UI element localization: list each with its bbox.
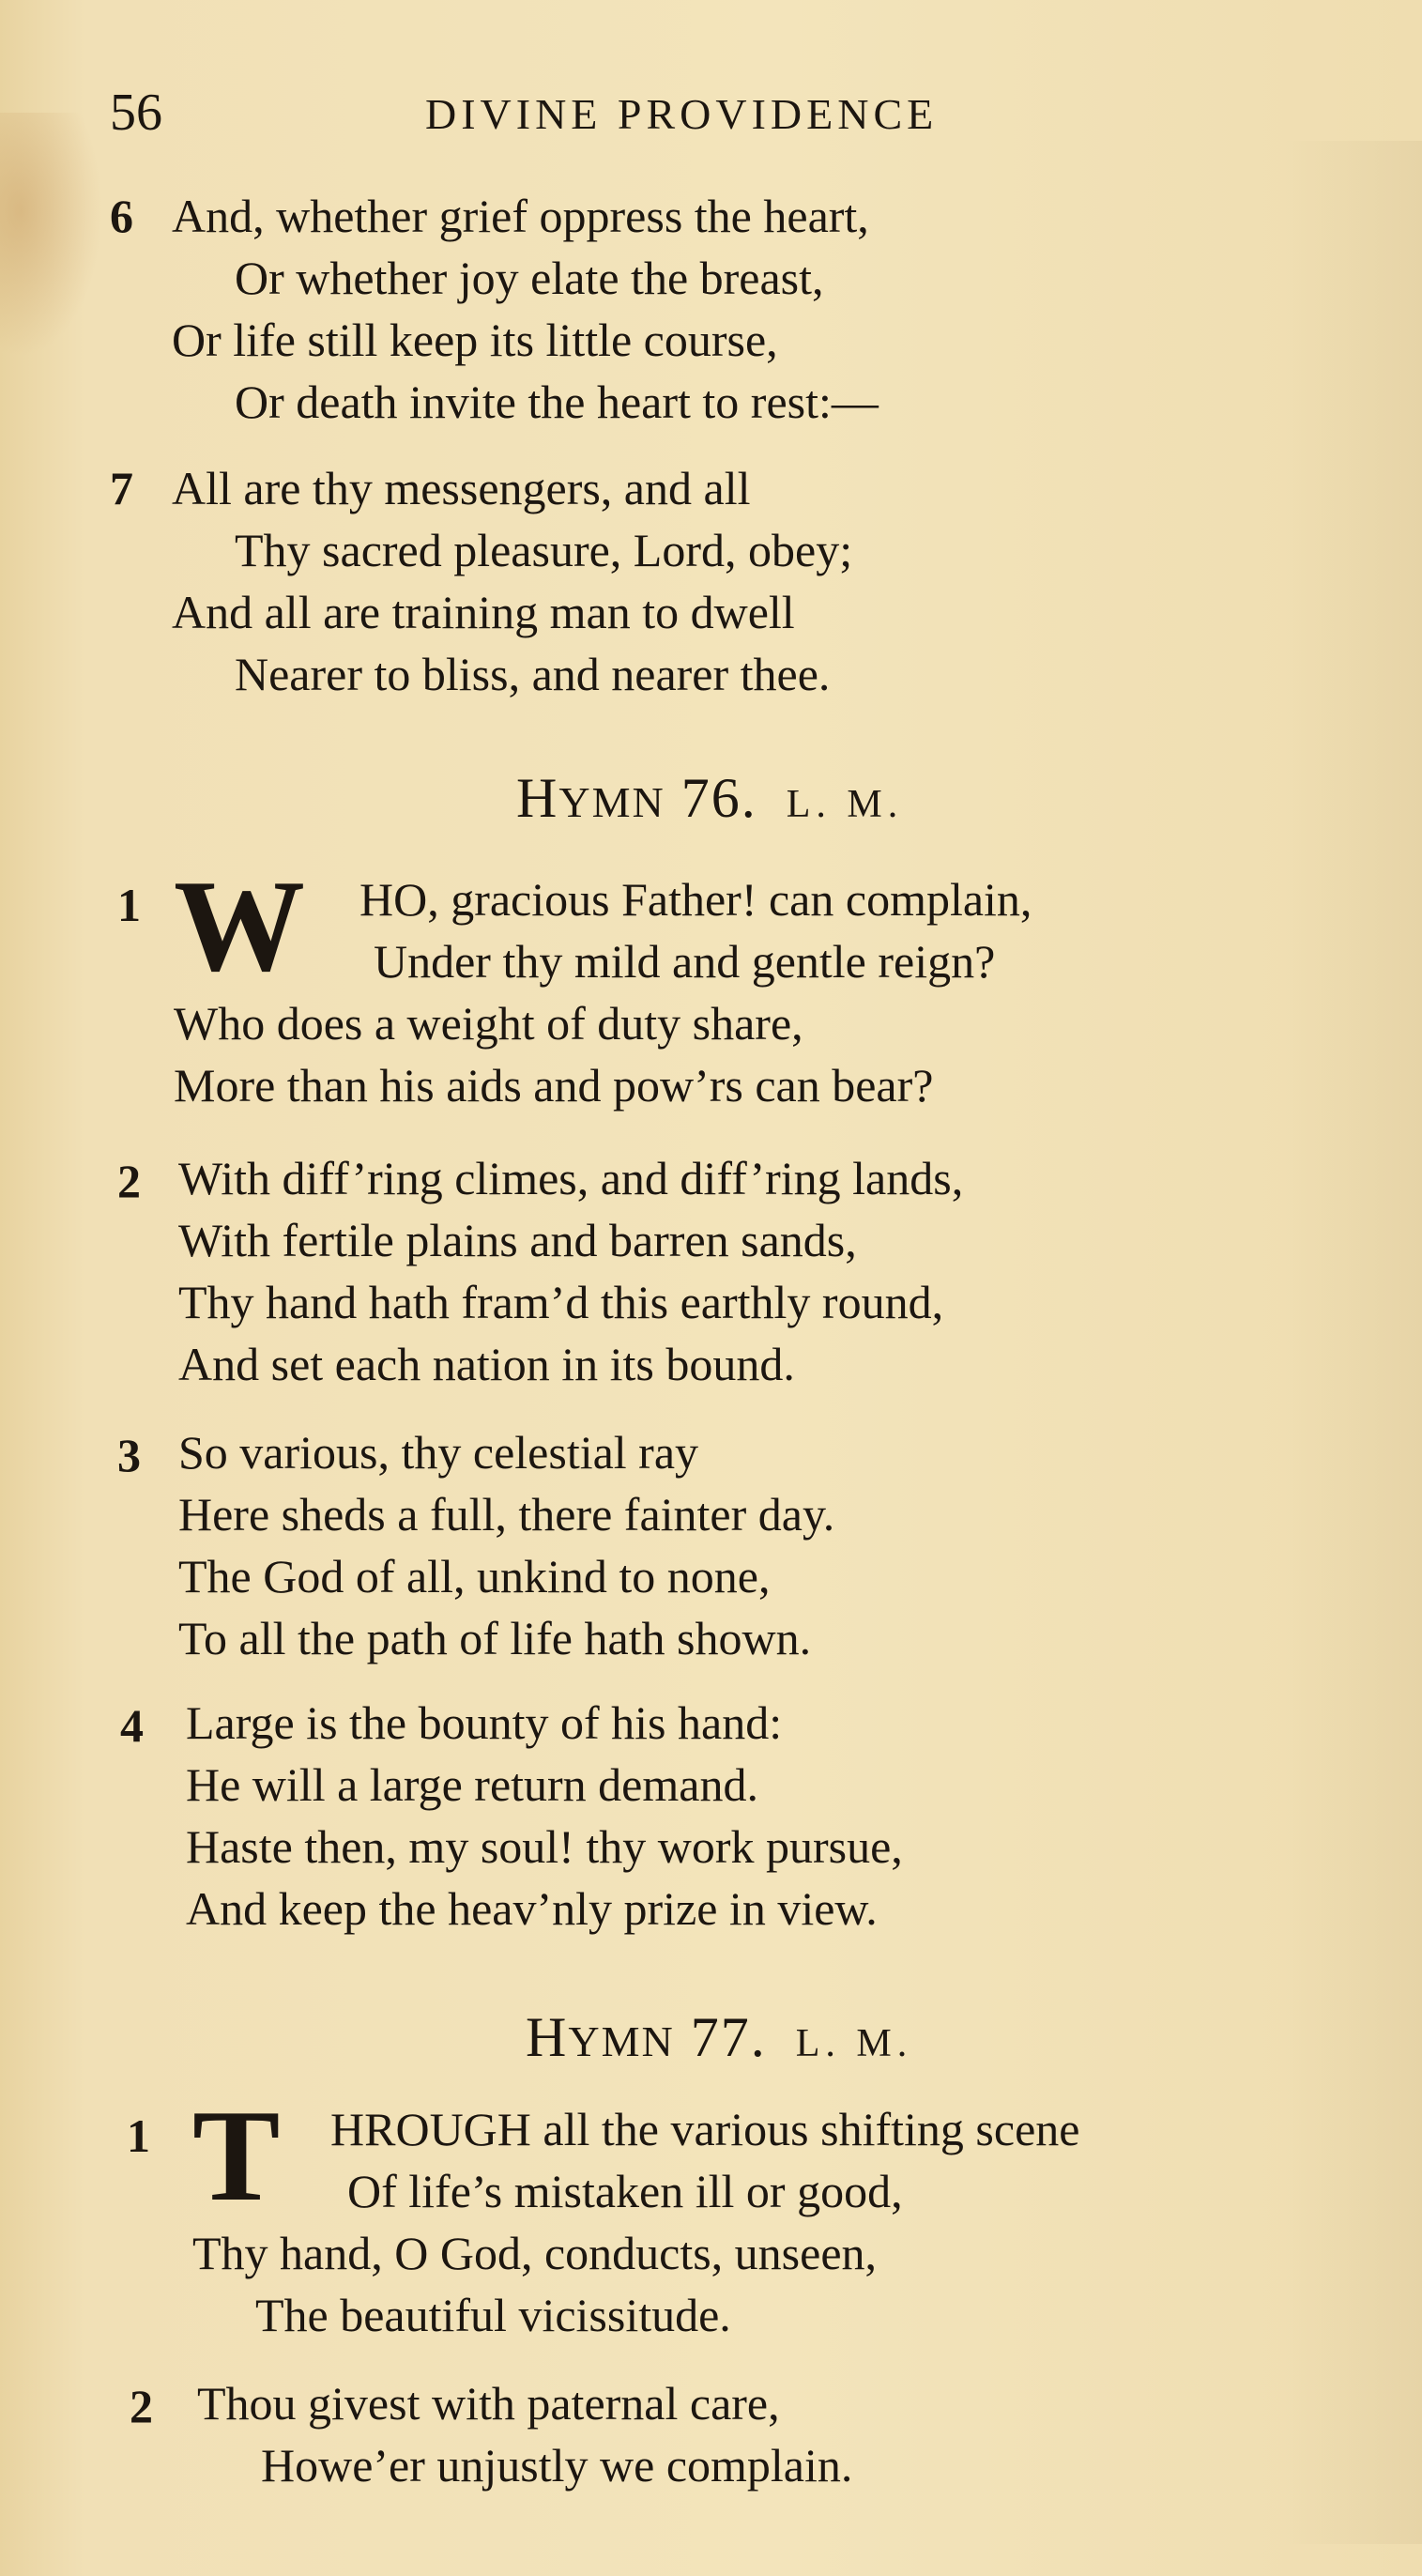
- verse-line: With fertile plains and barren sands,: [178, 1214, 857, 1266]
- verse-line: Haste then, my soul! thy work pursue,: [186, 1820, 903, 1873]
- stanza-number: 4: [120, 1699, 144, 1752]
- hymn-76-title: [516, 765, 903, 837]
- stanza-number: 1: [127, 2109, 150, 2162]
- verse-line: Of life’s mistaken ill or good,: [347, 2165, 903, 2217]
- verse-line: Nearer to bliss, and nearer thee.: [235, 648, 831, 700]
- verse-line: The beautiful vicissitude.: [255, 2289, 731, 2341]
- hymn-meter: L. M.: [795, 2022, 913, 2065]
- verse-line: And keep the heav’nly prize in view.: [186, 1882, 878, 1935]
- verse-line: Or life still keep its little course,: [172, 314, 778, 366]
- verse-line: To all the path of life hath shown.: [178, 1612, 812, 1664]
- hymn-77-title: [526, 2004, 912, 2077]
- verse-line: With diff’ring climes, and diff’ring lands,: [178, 1152, 964, 1204]
- verse-line: And set each nation in its bound.: [178, 1338, 795, 1390]
- drop-cap: T: [192, 2083, 281, 2229]
- verse-line: Or whether joy elate the breast,: [235, 252, 824, 304]
- facing-page-bleed: [1281, 141, 1422, 2544]
- verse-line: Thy sacred pleasure, Lord, obey;: [235, 524, 853, 576]
- stanza-number: 1: [117, 879, 141, 931]
- verse-line: Under thy mild and gentle reign?: [374, 935, 996, 988]
- verse-line: All are thy messengers, and all: [172, 462, 751, 514]
- title-rest: YMN: [568, 2017, 675, 2065]
- page-number: 56: [110, 84, 162, 142]
- stanza-number: 6: [110, 190, 133, 242]
- hymn-number: 77.: [690, 2006, 767, 2068]
- paper-stain: [0, 113, 103, 357]
- title-initial: H: [516, 767, 559, 829]
- stanza-number: 7: [110, 462, 133, 514]
- verse-line: And, whether grief oppress the heart,: [172, 190, 869, 242]
- drop-cap: W: [174, 853, 305, 999]
- verse-line: Who does a weight of duty share,: [174, 997, 803, 1050]
- verse-line: Large is the bounty of his hand:: [186, 1696, 783, 1749]
- verse-line: Here sheds a full, there fainter day.: [178, 1488, 835, 1541]
- running-head: DIVINE PROVIDENCE: [425, 90, 939, 138]
- hymn-meter: L. M.: [786, 783, 904, 826]
- stanza-number: 3: [117, 1429, 141, 1481]
- verse-line: So various, thy celestial ray: [178, 1426, 699, 1479]
- stanza-number: 2: [130, 2380, 153, 2432]
- verse-line: Or death invite the heart to rest:—: [235, 376, 879, 428]
- verse-line: HROUGH all the various shifting scene: [330, 2103, 1080, 2155]
- verse-line: Thy hand, O God, conducts, unseen,: [192, 2227, 878, 2279]
- verse-line: He will a large return demand.: [186, 1758, 758, 1811]
- verse-line: The God of all, unkind to none,: [178, 1550, 771, 1602]
- verse-line: Thy hand hath fram’d this earthly round,: [178, 1276, 944, 1328]
- verse-line: HO, gracious Father! can complain,: [359, 873, 1032, 926]
- stanza-number: 2: [117, 1155, 141, 1207]
- title-initial: H: [526, 2006, 569, 2068]
- page-header: [110, 84, 1274, 141]
- hymn-number: 76.: [680, 767, 757, 829]
- verse-line: More than his aids and pow’rs can bear?: [174, 1059, 934, 1112]
- title-rest: YMN: [558, 778, 665, 826]
- verse-line: Thou givest with paternal care,: [197, 2377, 780, 2430]
- verse-line: Howe’er unjustly we complain.: [261, 2439, 853, 2492]
- verse-line: And all are training man to dwell: [172, 586, 795, 638]
